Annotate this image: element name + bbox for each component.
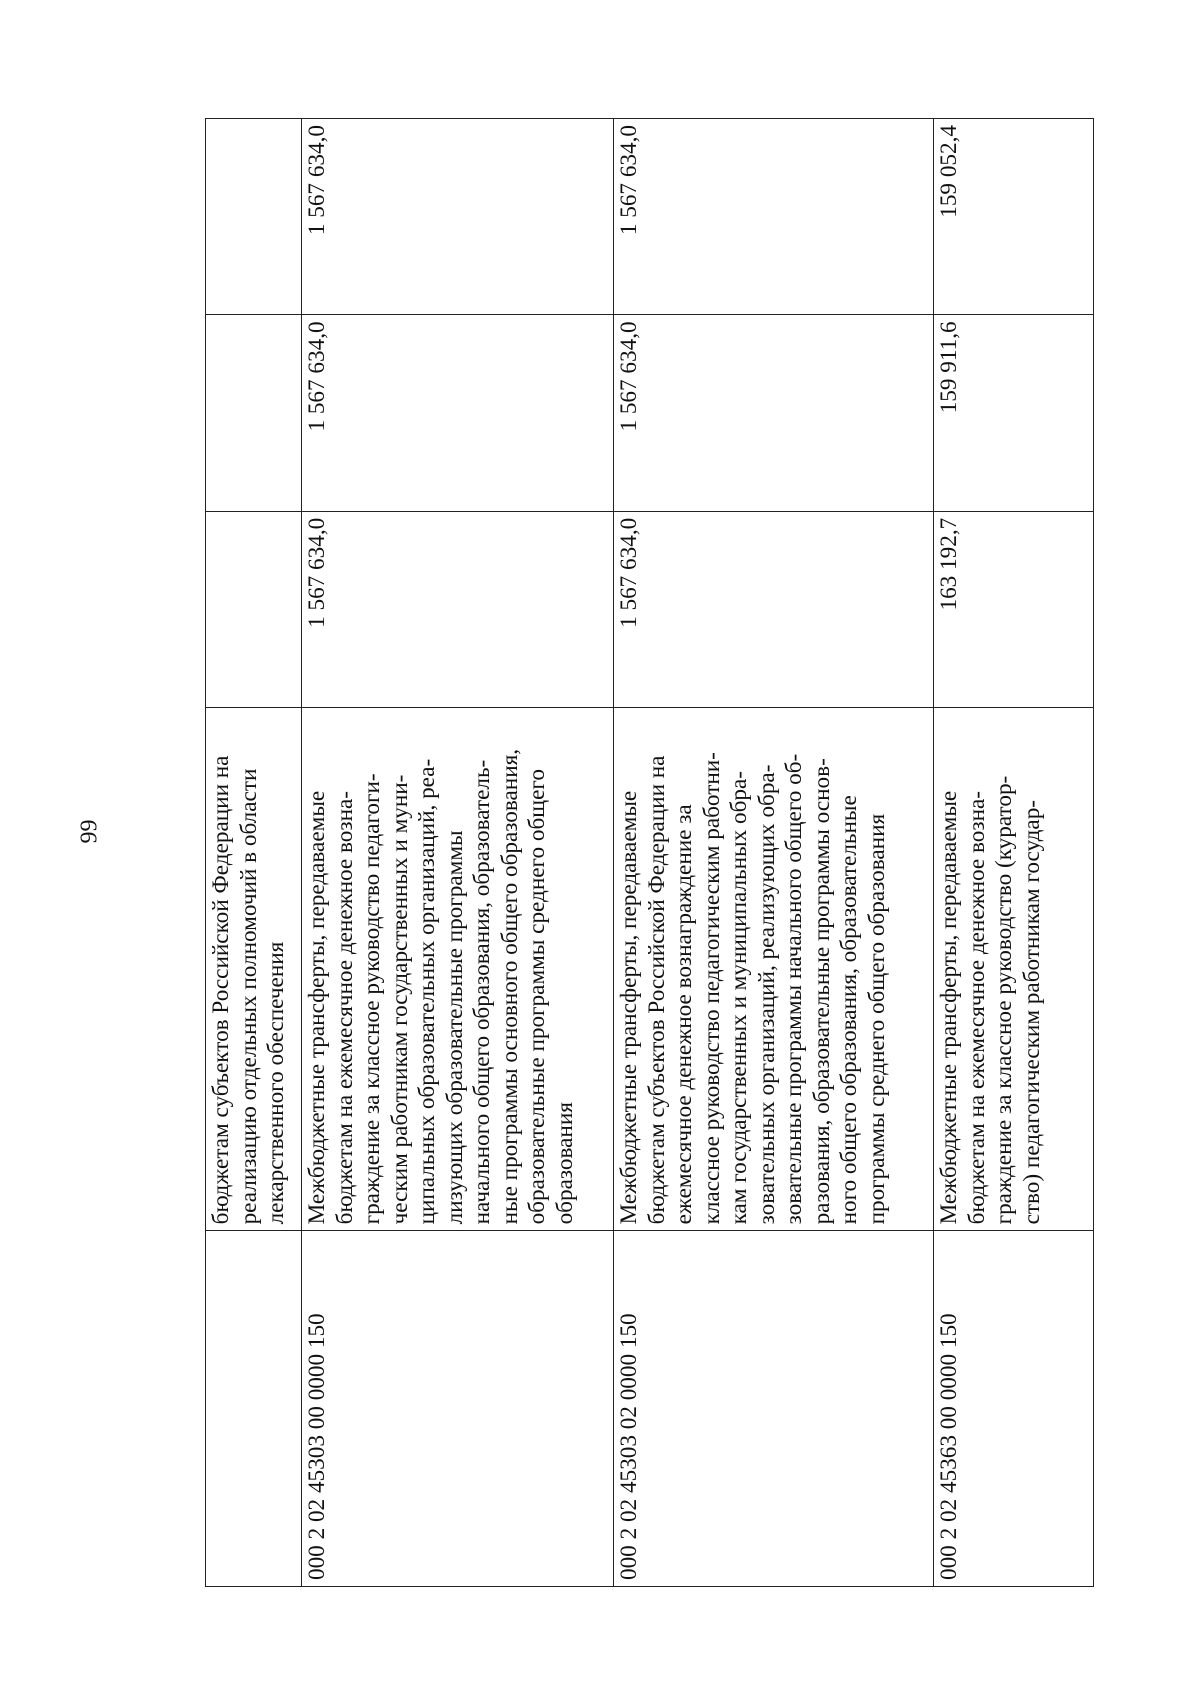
name-line: Межбюджетные трансферты, передаваемые [936,790,962,1225]
row-value-3: 1 567 634,0 [614,119,934,315]
table-row [302,119,614,1587]
budget-table-rotated [205,118,1093,1587]
row-value-3 [206,119,302,315]
row-value-2: 1 567 634,0 [302,315,614,511]
name-line: классное руководство педагогическим работни- [698,752,725,1225]
row-value-3: 159 052,4 [934,119,1094,315]
name-line: бюджетам субъектов Российской Федерации на [208,755,234,1225]
budget-table [205,118,1094,1587]
name-line: Межбюджетные трансферты, передаваемые [304,790,330,1225]
name-line: лизующих образовательные программы [441,830,468,1225]
row-name [934,708,1094,1231]
name-line: граждение за классное руководство педагоги- [359,773,385,1225]
row-name [614,708,934,1231]
name-line: Межбюджетные трансферты, передаваемые [616,790,642,1225]
row-value-1: 1 567 634,0 [614,511,934,707]
page-number: 99 [76,819,103,844]
name-line: бюджетам на ежемесячное денежное возна- [963,791,990,1225]
name-line: разования, образовательные программы основ- [808,758,835,1225]
row-code: 000 2 02 45363 00 0000 150 [934,1231,1094,1587]
row-value-2: 1 567 634,0 [614,315,934,511]
name-line: начального общего образования, образователь- [469,759,495,1225]
name-line: ные программы основного общего образования, [496,748,523,1225]
name-line: лекарственного обеспечения [263,941,289,1225]
name-line: граждение за классное руководство (куратор- [991,775,1017,1225]
row-value-1 [206,511,302,707]
row-value-1: 1 567 634,0 [302,511,614,707]
row-code [206,1231,302,1587]
table-row [934,119,1094,1587]
table-row [206,119,302,1587]
row-name [302,708,614,1231]
name-line: зовательные программы начального общего об- [781,753,807,1225]
name-line: программы среднего общего образования [863,813,890,1225]
row-value-2: 159 911,6 [934,315,1094,511]
row-code: 000 2 02 45303 02 0000 150 [614,1231,934,1587]
row-value-1: 163 192,7 [934,511,1094,707]
name-line: кам государственных и муниципальных обра- [726,770,752,1225]
row-value-3: 1 567 634,0 [302,119,614,315]
row-value-2 [206,315,302,511]
name-line: бюджетам субъектов Российской Федерации на [643,755,670,1225]
name-line: образовательные программы среднего общего [524,769,550,1225]
name-line: ческим работникам государственных и муни- [386,774,413,1225]
name-line: ного общего образования, образовательные [836,795,862,1225]
name-line: бюджетам на ежемесячное денежное возна- [331,791,358,1225]
row-code: 000 2 02 45303 00 0000 150 [302,1231,614,1587]
name-line: образования [551,1102,578,1225]
name-line: ципальных образовательных организаций, реа- [414,758,440,1225]
name-line: ство) педагогическим работникам государ- [1018,799,1045,1225]
row-name [206,708,302,1231]
table-row [614,119,934,1587]
name-line: зовательных организаций, реализующих обра- [753,764,780,1225]
name-line: ежемесячное денежное вознаграждение за [671,804,697,1225]
name-line: реализацию отдельных полномочий в области [235,768,262,1225]
